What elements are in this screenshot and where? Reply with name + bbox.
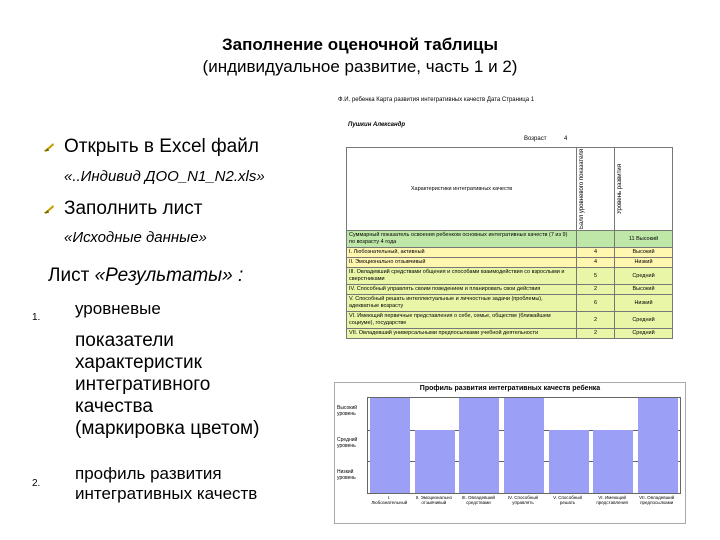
sheet-results-name: «Результаты» : [94,265,244,286]
col-score-head: Балл уровневого показателя [579,149,585,230]
x-tick-label: VII. Овладевший предпосылками [639,495,675,505]
y-level-label: Высокий уровень [337,405,358,417]
col-head: Характеристики интегративных качеств [347,148,577,231]
row-text: III. Овладевший средствами общения и способами взаимодействия со взрослыми и сверстниками [347,268,577,285]
x-tick-label: V. Способный решать [553,495,583,505]
sheet-name-source: «Исходные данные» [64,229,207,246]
table-row [347,248,673,258]
row-level: 11 Высокий [615,231,673,248]
list-number: 1. [32,312,41,323]
table-row [347,329,673,339]
list-item-1-first: уровневые [75,299,161,318]
profile-bar [504,398,544,493]
x-tick-label: II. Эмоционально отзывчивый [415,495,452,505]
x-tick-label: I. Любознательный [371,495,408,505]
row-text: II. Эмоционально отзывчивый [347,258,577,268]
profile-bar [593,430,633,493]
row-score: 2 [577,285,615,295]
list-line: профиль развития [75,464,222,483]
x-tick-label: IV. Способный управлять [507,495,539,505]
sheet-header: Ф.И. ребенка Карта развития интегративных качеств Дата Страница 1 [338,97,535,103]
row-text: V. Способный решать интеллектуальные и личностные задачи (проблемы), адекватные возрасту [347,295,577,312]
list-line: (маркировка цветом) [75,418,260,439]
chart-plot-area [367,397,681,494]
age-value: 4 [564,136,568,142]
row-level: Высокий [615,285,673,295]
row-level: Низкий [615,258,673,268]
row-text: I. Любознательный, активный [347,248,577,258]
row-level: Низкий [615,295,673,312]
bullet-open-excel: Открыть в Excel файл [64,136,259,157]
integrative-qualities-table [346,147,673,339]
row-level: Средний [615,268,673,285]
profile-bar [459,398,499,493]
table-row [347,285,673,295]
list-line: качества [75,396,153,417]
child-name: Пушкин Александр [348,122,406,128]
bullet-icon [44,204,54,214]
row-score: 4 [577,248,615,258]
row-score [577,231,615,248]
profile-bar [549,430,589,493]
spreadsheet-preview [334,92,684,382]
table-row [347,268,673,285]
file-name: «..Индивид ДОО_N1_N2.xls» [64,168,265,185]
x-tick-label: III. Овладевший средствами [461,495,496,505]
bullet-fill-sheet: Заполнить лист [64,198,203,219]
list-line: показатели [75,330,174,351]
table-row [347,312,673,329]
title-line-2: (индивидуальное развитие, часть 1 и 2) [202,57,518,76]
row-level: Средний [615,312,673,329]
age-label: Возраст [524,136,547,142]
row-text: VI. Имеющий первичные представления о себе, семье, обществе (ближайшем социуме), государстве [347,312,577,329]
chart-title: Профиль развития интегративных качеств ребенка [419,385,601,392]
list-line: интегративных качеств [75,484,258,503]
profile-bar [370,398,410,493]
list-line: интегративного [75,374,211,395]
row-text: IV. Способный управлять своим поведением и планировать свои действия [347,285,577,295]
row-score: 4 [577,258,615,268]
profile-bar [638,398,678,493]
col-level-head: Уровень развития [617,164,623,215]
sheet-results-prefix: Лист [48,265,95,286]
profile-chart [334,382,686,524]
row-score: 2 [577,312,615,329]
row-level: Средний [615,329,673,339]
row-score: 6 [577,295,615,312]
row-score: 2 [577,329,615,339]
list-item-1-rest [75,330,259,440]
sheet-results-heading [48,265,243,287]
list-item-2 [75,464,257,504]
y-level-label: Низкий уровень [337,469,356,481]
title-line-1: Заполнение оценочной таблицы [221,35,499,54]
list-number: 2. [32,478,41,489]
row-level: Высокий [615,248,673,258]
table-row [347,258,673,268]
list-line: характеристик [75,352,202,373]
table-row [347,231,673,248]
row-score: 5 [577,268,615,285]
table-row [347,295,673,312]
slide-title [150,34,570,78]
bullet-icon [44,142,54,152]
row-text: VII. Овладевший универсальными предпосылками учебной деятельности [347,329,577,339]
y-level-label: Средний уровень [337,437,358,449]
row-text: Суммарный показатель освоения ребенком основных интегративных качеств (7 из 9) по возрасту 4 года [347,231,577,248]
x-tick-label: VI. Имеющий представления [596,495,628,505]
profile-bar [415,430,455,493]
